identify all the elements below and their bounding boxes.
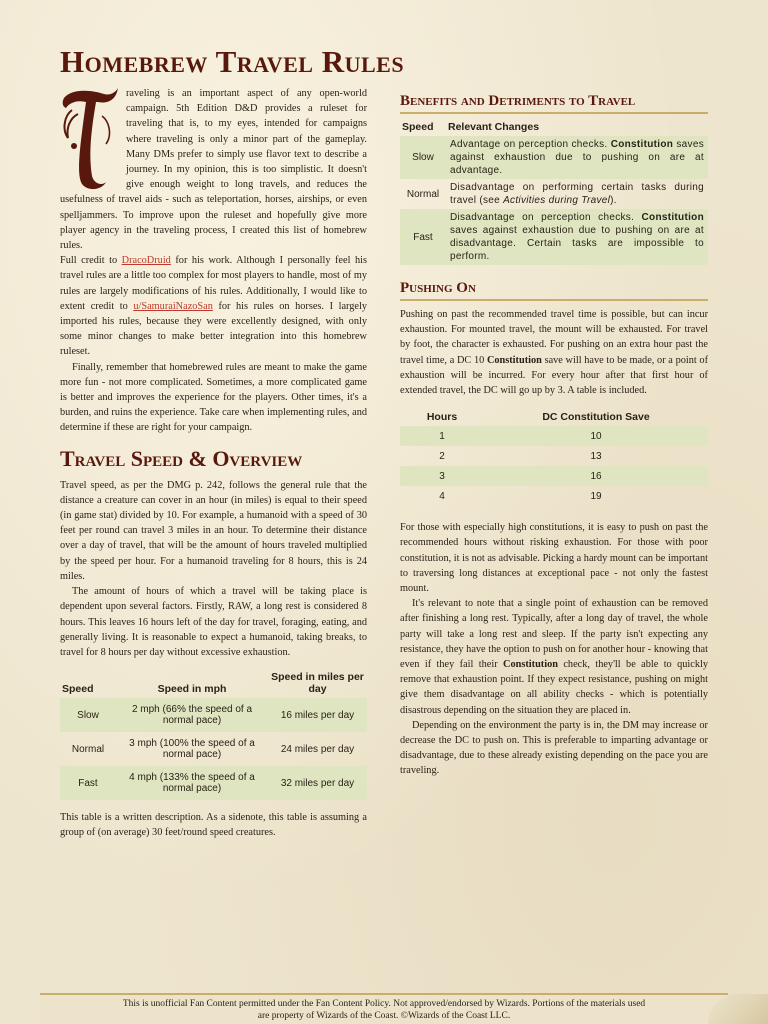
table-row xyxy=(400,179,708,209)
table-row xyxy=(400,136,708,179)
benefits-heading: Benefits and Detriments to Travel xyxy=(400,92,708,114)
table-cell: 24 miles per day xyxy=(280,743,355,755)
credit-paragraph: Full credit to DracoDruid for his work. Although I personally feel his travel rules are a little too complex for most players to handle, most of my rules are largely modifications of his rules. Additionally, I would like to extent credit to u/SamuraiNazoSan for his rules on horses. I largely imported his rules, because they were excellently designed, with only some minor changes to make better integration into this homebrew ruleset. xyxy=(60,255,367,358)
table-cell: 3 xyxy=(400,466,484,486)
speed-table-header: Speed xyxy=(62,683,94,696)
table-cell: Fast xyxy=(400,209,446,265)
fan-content-footer xyxy=(40,993,728,1024)
speed-paragraph-2: The amount of hours of which a travel will be taking place is dependent upon several factors. Firstly, RAW, a long rest is considered 8 hours. This leaves 16 hours left of the day for travel, foraging, eating, and generally living. It is reasonable to expect a humanoid, taking breaks, to travel for 8 hours per day without excessive exhaustion. xyxy=(60,586,367,658)
benefits-table-header: Relevant Changes xyxy=(448,121,540,133)
page-title: Homebrew Travel Rules xyxy=(60,44,405,79)
table-row xyxy=(400,466,708,486)
table-cell: Slow xyxy=(60,698,116,732)
table-cell: 2 mph (66% the speed of a normal pace) xyxy=(116,698,268,732)
left-column xyxy=(60,86,367,841)
speed-table-header: Speed in mph xyxy=(157,683,227,696)
table-cell: 2 xyxy=(439,450,445,462)
finally-paragraph: Finally, remember that homebrewed rules are meant to make the game more fun - not more complicated. Sometimes, a more complicated game is better and improves the experience for the players. Other times, it's a burden, and ruins the experience. Take care when implementing rules, and determine if these are right for your campaign. xyxy=(60,361,367,434)
speed-table xyxy=(60,668,367,800)
table-cell: 4 mph (133% the speed of a normal pace) xyxy=(116,766,268,800)
benefits-table-header: Speed xyxy=(402,121,434,133)
pushing-paragraph-4: Depending on the environment the party is in, the DM may increase or decrease the DC to push on. This is preferable to imparting advantage or disadvantage, due to these already existing depending on the pace you are traveling. xyxy=(400,719,708,777)
table-row xyxy=(60,766,367,800)
speed-table-note: This table is a written description. As a sidenote, this table is assuming a group of (on average) 30 feet/round speed creatures. xyxy=(60,812,367,839)
table-cell: 4 xyxy=(439,490,445,502)
table-cell: 1 xyxy=(400,426,484,446)
samurainazosan-link[interactable]: u/SamuraiNazoSan xyxy=(133,300,213,312)
table-cell: 16 miles per day xyxy=(268,698,367,732)
intro-section xyxy=(60,86,367,253)
speed-table-header: Speed in miles per day xyxy=(271,671,364,696)
table-cell: Normal xyxy=(406,188,440,200)
push-table-header: DC Constitution Save xyxy=(542,411,650,424)
benefits-table xyxy=(400,118,708,265)
table-cell: Disadvantage on perception checks. Constitution saves against exhaustion due to pushing on are at disadvantage. Certain tasks are impossible to perform. xyxy=(446,209,708,265)
dropcap-letter-t xyxy=(58,86,120,192)
table-cell: 19 xyxy=(590,490,602,502)
table-cell: 16 xyxy=(484,466,708,486)
table-cell: Normal xyxy=(71,743,105,755)
table-cell: Fast xyxy=(60,766,116,800)
pushing-on-heading: Pushing On xyxy=(400,279,708,301)
travel-speed-heading: Travel Speed & Overview xyxy=(60,445,303,471)
table-cell: Advantage on perception checks. Constitution saves against exhaustion due to pushing on are at advantage. xyxy=(446,136,708,179)
right-column xyxy=(400,92,708,779)
table-cell: 10 xyxy=(484,426,708,446)
table-row xyxy=(400,209,708,265)
intro-text: raveling is an important aspect of any open-world campaign. 5th Edition D&D provides a ruleset for traveling that is, to my eyes, intended for campaigns where traveling is only a minor part of the gameplay. Many DMs prefer to simply use flavor text to describe a journey. In my opinion, this is too simplistic. It doesn't give enough weight to long travels, and reduces the usefulness of travel aids - such as teleportation, horses, airships, or even spelljammers. To improve upon the ruleset and hopefully give more player agency in the traveling process, I created this list of homebrew rules. xyxy=(60,88,367,252)
table-row xyxy=(400,426,708,446)
table-cell: 3 mph (100% the speed of a normal pace) xyxy=(129,738,255,761)
footer-line-2: are property of Wizards of the Coast. ©Wizards of the Coast LLC. xyxy=(257,1011,511,1021)
pushing-paragraph-3: It's relevant to note that a single point of exhaustion can be removed after finishing a long rest. Typically, after a long day of travel, the whole party will take a long rest and sleep. If the party isn't expecting any resistance, they have the option to push on for another hour - knowing that even if they fail their Constitution check, they'll be able to quickly remove that exhaustion point. If they expect resistance, pushing on might give them disadvantage on all ability checks - which is potentially disastrous depending on the situation they are placed in. xyxy=(400,598,708,716)
speed-paragraph-1: Travel speed, as per the DMG p. 242, follows the general rule that the distance a creature can cover in an hour (in miles) is equal to their speed (in game stat) divided by 10. For example, a humanoid with a speed of 30 feet per round can travel 3 miles in an hour. To determine their distance over a day of travel, that will be the amount of hours traveled multiplied by the speed per hour. For a humanoid traveling for 8 hours, this is 24 miles. xyxy=(60,479,367,582)
table-row xyxy=(60,732,367,766)
table-cell: Slow xyxy=(400,136,446,179)
push-table-header: Hours xyxy=(426,411,458,424)
pushing-paragraph-1: Pushing on past the recommended travel time is possible, but can incur exhaustion. For mounted travel, the mount will be exhausted. For travel by foot, the character is exhausted. For pushing on an extra hour past the travel time, a DC 10 Constitution save will have to be made, or a point of exhaustion will be incurred. For every hour after that first hour of extended travel, the DC will go up by 3. A table is included. xyxy=(400,309,708,397)
table-row xyxy=(400,446,708,466)
table-row xyxy=(60,698,367,732)
footer-line-1: This is unofficial Fan Content permitted under the Fan Content Policy. Not approved/endorsed by Wizards. Portions of the materials used xyxy=(122,999,646,1009)
table-cell: 32 miles per day xyxy=(268,766,367,800)
table-cell: 13 xyxy=(590,450,602,462)
table-cell: Disadvantage on performing certain tasks during travel (see Activities during Travel). xyxy=(450,182,704,206)
exhaustion-dc-table xyxy=(400,408,708,506)
dracodruid-link[interactable]: DracoDruid xyxy=(121,255,171,267)
table-row xyxy=(400,486,708,506)
pushing-paragraph-2: For those with especially high constitutions, it is easy to push on past the recommended hours without risking exhaustion. For those with poor constitution, it is not as advisable. Picking a hardy mount can be important to traversing long distances at exceptional pace - not only the fastest mount. xyxy=(400,522,708,595)
